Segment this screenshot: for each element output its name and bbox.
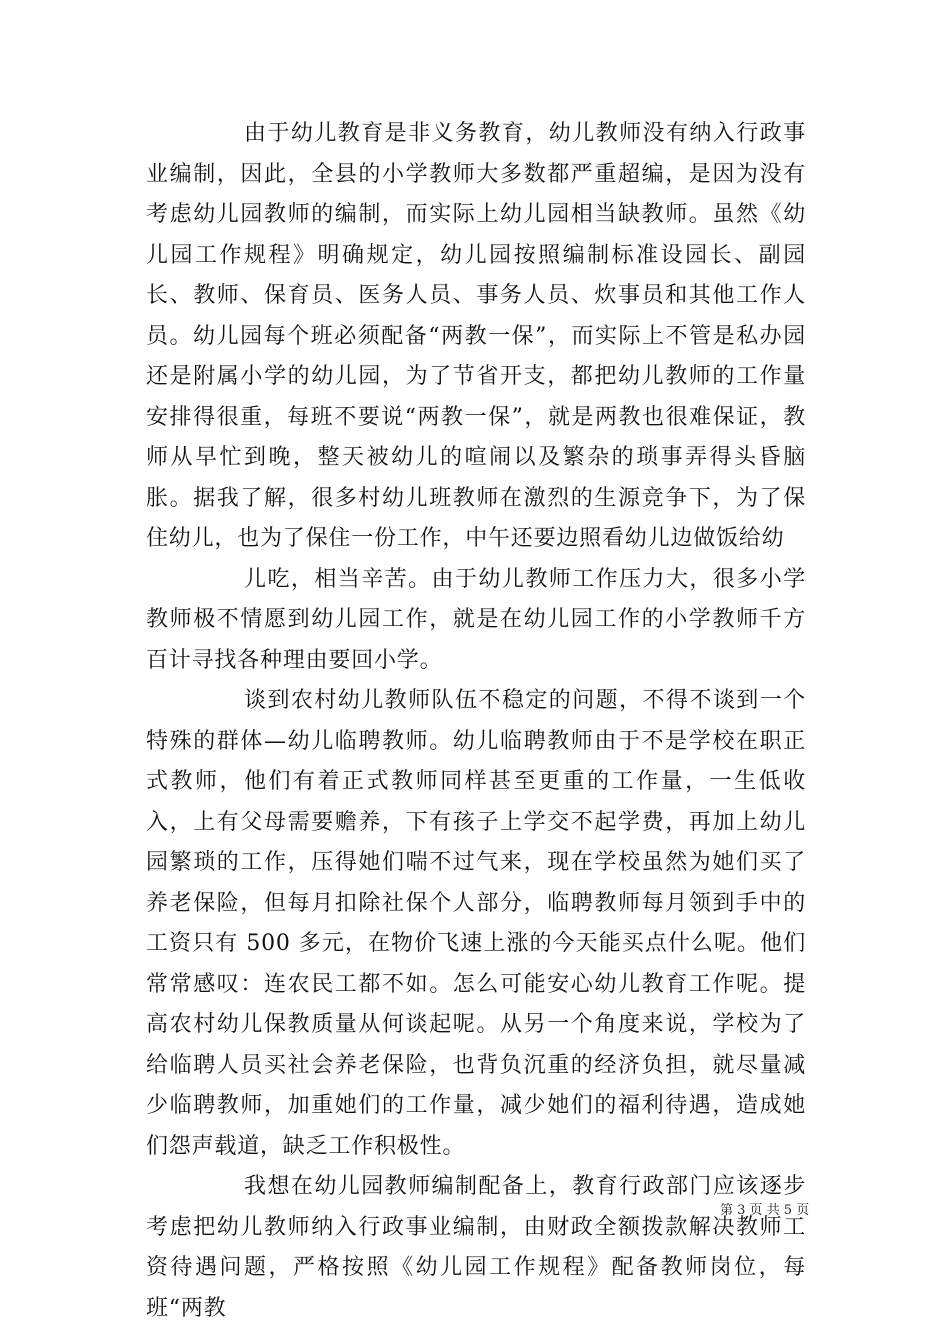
paragraph-1: 由于幼儿教育是非义务教育，幼儿教师没有纳入行政事业编制，因此，全县的小学教师大多数都严重超编，是因为没有考虑幼儿园教师的编制，而实际上幼儿园相当缺教师。虽然《幼儿园工作规程》明确规定，幼儿园按照编制标准设园长、副园长、教师、保育员、医务人员、事务人员、炊事员和其他工作人员。幼儿园每个班必须配备“两教一保”，而实际上不管是私办园还是附属小学的幼儿园，为了节省开支，都把幼儿教师的工作量安排得很重，每班不要说“两教一保”，就是两教也很难保证，教师从早忙到晚，整天被幼儿的喧闹以及繁杂的琐事弄得头昏脑胀。据我了解，很多村幼儿班教师在激烈的生源竞争下，为了保住幼儿，也为了保住一份工作，中午还要边照看幼儿边做饭给幼 (146, 121, 806, 551)
document-body (146, 114, 806, 1329)
paragraph-3: 谈到农村幼儿教师队伍不稳定的问题，不得不谈到一个特殊的群体—幼儿临聘教师。幼儿临聘教师由于不是学校在职正式教师，他们有着正式教师同样甚至更重的工作量，一生低收入，上有父母需要赡养，下有孩子上学交不起学费，再加上幼儿园繁琐的工作，压得她们喘不过气来，现在学校虽然为她们买了养老保险，但每月扣除社保个人部分，临聘教师每月领到手中的工资只有 500 多元，在物价飞速上涨的今天能买点什么呢。他们常常感叹：连农民工都不如。怎么可能安心幼儿教育工作呢。提高农村幼儿保教质量从何谈起呢。从另一个角度来说，学校为了给临聘人员买社会养老保险，也背负沉重的经济负担，就尽量减少临聘教师，加重她们的工作量，减少她们的福利待遇，造成她们怨声载道，缺乏工作积极性。 (146, 688, 806, 1159)
paragraph-4: 我想在幼儿园教师编制配备上，教育行政部门应该逐步考虑把幼儿教师纳入行政事业编制，由财政全额拨款解决教师工资待遇问题，严格按照《幼儿园工作规程》配备教师岗位，每班“两教 (146, 1174, 806, 1321)
paragraph-2: 儿吃，相当辛苦。由于幼儿教师工作压力大，很多小学教师极不情愿到幼儿园工作，就是在幼儿园工作的小学教师千方百计寻找各种理由要回小学。 (146, 566, 806, 673)
page-number-footer: 第 3 页 共 5 页 (720, 1203, 810, 1218)
